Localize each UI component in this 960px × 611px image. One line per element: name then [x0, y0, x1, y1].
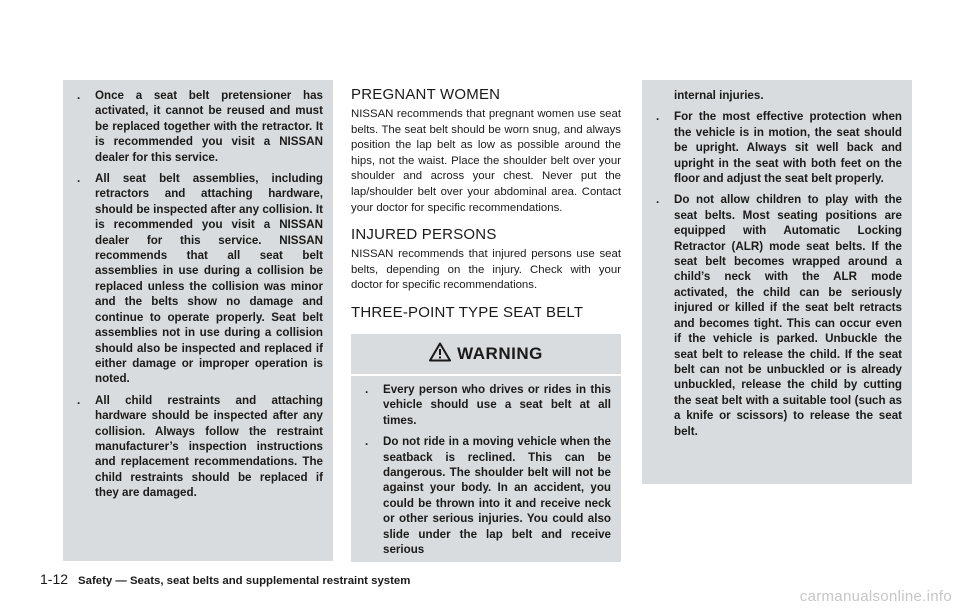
- list-item: . Do not ride in a moving vehicle when the seatback is reclined. This can be dangerous. The shoulder belt will not be against your body. In an accident, you could be thrown into it and receive neck or other serious injuries. You could also slide under the lap belt and receive serious: [361, 434, 611, 557]
- warning-list: [361, 382, 611, 557]
- list-item: . Do not allow children to play with the seat belts. Most seating positions are equipped with Automatic Locking Retractor (ALR) mode seat belts. If the seat belt becomes wrapped around a child’s neck with the ALR mode activated, the child can be seriously injured or killed if the seat belt retracts and becomes tight. This can occur even if the vehicle is parked. Unbuckle the seat belt to release the child. If the seat belt can not be unbuckled or is already unbuckled, release the child by cutting the seat belt with a suitable tool (such as a knife or scissors) to release the seat belt.: [652, 192, 902, 439]
- warning-title: WARNING: [457, 344, 543, 363]
- section-heading-pregnant-women: PREGNANT WOMEN: [351, 86, 501, 103]
- list-item: . All child restraints and attaching hardware should be inspected after any collision. Always follow the restraint manufacturer’s inspection instructions and replacement recommendations. The child restraints should be replaced if they are damaged.: [73, 393, 323, 501]
- section-heading-injured-persons: INJURED PERSONS: [351, 226, 497, 244]
- warning-box-right: [642, 80, 912, 484]
- middle-column: [351, 80, 621, 325]
- paragraph-pregnant-women: NISSAN recommends that pregnant women use seat belts. The seat belt should be worn snug, and always position the lap belt as low as possible around the hips, not the waist. Place the shoulder belt over your shoulder and across your chest. Never put the lap/shoulder belt over your abdominal area. Contact your doctor for specific recommendations.: [351, 108, 621, 214]
- warning-header: [351, 334, 621, 374]
- list-item-continuation: internal injuries.: [674, 89, 764, 102]
- paragraph-injured-persons: NISSAN recommends that injured persons use seat belts, depending on the injury. Check with your doctor for specific recommendations.: [351, 248, 621, 292]
- section-title: Safety — Seats, seat belts and supplemental restraint system: [78, 575, 411, 587]
- warning-icon: [429, 342, 451, 367]
- list-item: . Once a seat belt pretensioner has activated, it cannot be reused and must be replaced together with the retractor. It is recommended you visit a NISSAN dealer for this service.: [73, 88, 323, 165]
- page-number: 1-12: [40, 571, 69, 587]
- section-heading-three-point-belt: THREE-POINT TYPE SEAT BELT: [351, 303, 584, 321]
- bullet-list: [73, 88, 323, 501]
- bullet-list: [652, 88, 902, 439]
- warning-body: [351, 376, 621, 562]
- list-item: . Every person who drives or rides in this vehicle should use a seat belt at all times.: [361, 382, 611, 428]
- watermark: carmanualsonline.info: [799, 588, 952, 605]
- list-item: . For the most effective protection when the vehicle is in motion, the seat should be upright. Always sit well back and upright in the seat with both feet on the floor and adjust the seat belt properly.: [652, 109, 902, 186]
- list-item: . All seat belt assemblies, including retractors and attaching hardware, should be inspected after any collision. It is recommended you visit a NISSAN dealer for this service. NISSAN recommends that all seat belt assemblies in use during a collision be replaced unless the collision was minor and the belts show no damage and continue to operate properly. Seat belt assemblies not in use during a collision should also be inspected and replaced if either damage or improper operation is noted.: [73, 171, 323, 387]
- caution-box-left: [63, 80, 333, 561]
- page-footer: [40, 571, 410, 587]
